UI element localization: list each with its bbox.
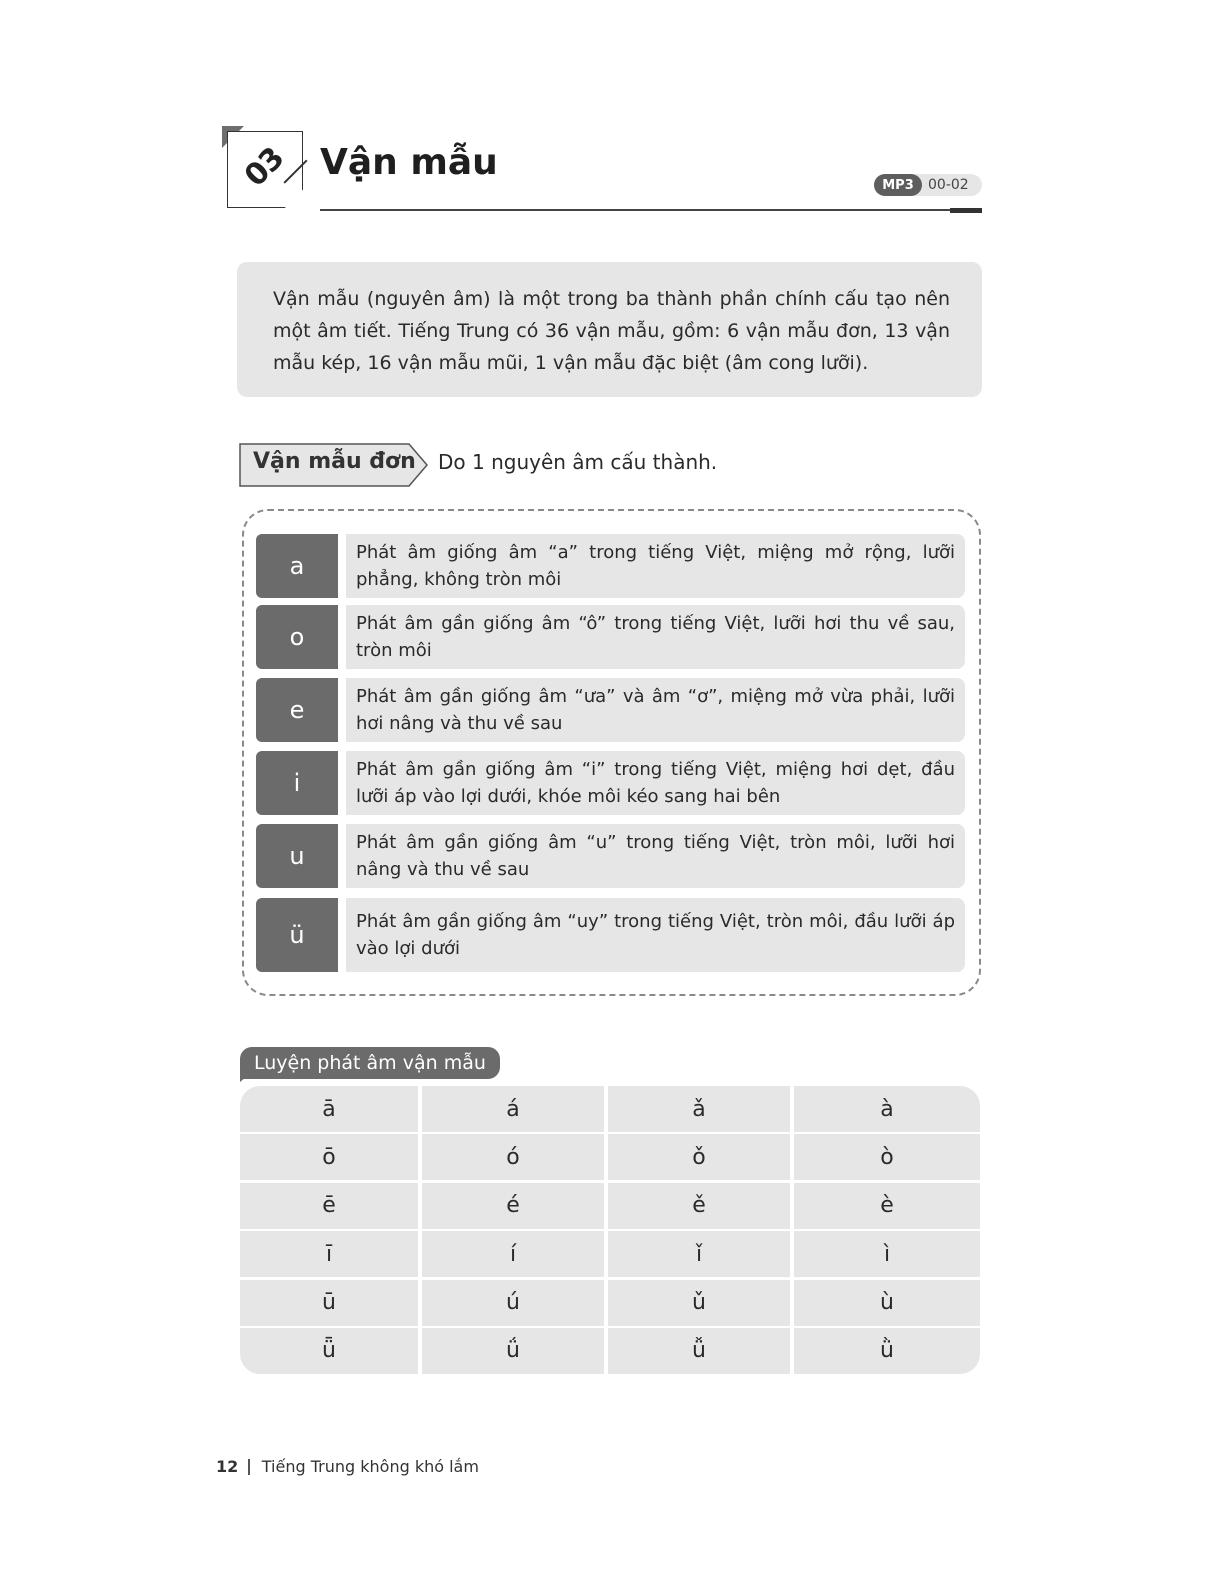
book-title: Tiếng Trung không khó lắm [261,1457,479,1476]
tone-cell: é [422,1183,604,1229]
page-title: Vận mẫu [320,142,498,183]
vowel-description-text: Phát âm gần giống âm “i” trong tiếng Việt, miệng hơi dẹt, đầu lưỡi áp vào lợi dưới, khóe môi kéo sang hai bên [356,759,955,807]
tone-cell: ò [794,1134,980,1180]
page-footer [216,1457,479,1476]
vowel-description-text: Phát âm giống âm “a” trong tiếng Việt, miệng mở rộng, lưỡi phẳng, không tròn môi [356,542,955,590]
vowel-row [256,534,965,598]
vowel-description [346,534,965,598]
vowel-row [256,898,965,972]
vowel-description-text: Phát âm gần giống âm “ô” trong tiếng Việt, lưỡi hơi thu về sau, tròn môi [356,613,955,661]
vowel-letter: u [256,824,338,888]
vowel-description-text: Phát âm gần giống âm “u” trong tiếng Việt, tròn môi, lưỡi hơi nâng và thu về sau [356,832,955,880]
vowel-row [256,605,965,669]
section-tag-label: Vận mẫu đơn [253,449,416,474]
vowel-letter: o [256,605,338,669]
mp3-label: MP3 [874,174,922,196]
audio-track-badge[interactable] [874,174,982,196]
title-underline-accent [950,208,982,213]
tone-cell: ě [608,1183,790,1229]
page-number: 12 [216,1457,239,1476]
tone-cell: ú [422,1280,604,1326]
vowel-description [346,678,965,742]
footer-separator [248,1459,250,1475]
intro-box [237,262,982,397]
tone-cell: ǒ [608,1134,790,1180]
vowel-description-text: Phát âm gần giống âm “ưa” và âm “ơ”, miệng mở vừa phải, lưỡi hơi nâng và thu về sau [356,686,955,734]
section-tag-description: Do 1 nguyên âm cấu thành. [438,450,718,474]
tone-cell: ǚ [608,1328,790,1374]
title-underline [320,209,982,211]
tone-cell: ǐ [608,1231,790,1277]
vowel-letter: ü [256,898,338,972]
tone-cell: à [794,1086,980,1132]
tone-cell: ī [240,1231,418,1277]
intro-text: Vận mẫu (nguyên âm) là một trong ba thành phần chính cấu tạo nên một âm tiết. Tiếng Trung có 36 vận mẫu, gồm: 6 vận mẫu đơn, 13 vận mẫu kép, 16 vận mẫu mũi, 1 vận mẫu đặc biệt (âm cong lưỡi). [273,288,950,374]
vowel-description-text: Phát âm gần giống âm “uy” trong tiếng Việt, tròn môi, đầu lưỡi áp vào lợi dưới [356,911,955,959]
tone-cell: ì [794,1231,980,1277]
practice-title: Luyện phát âm vận mẫu [240,1047,500,1079]
tone-cell: ū [240,1280,418,1326]
tone-cell: ó [422,1134,604,1180]
vowel-description [346,751,965,815]
vowel-row [256,678,965,742]
tone-cell: ǎ [608,1086,790,1132]
vowel-letter: i [256,751,338,815]
tone-cell: ō [240,1134,418,1180]
vowel-letter: a [256,534,338,598]
tone-practice-table [240,1086,980,1374]
section-number: 03 [237,140,291,194]
vowel-letter: e [256,678,338,742]
tone-cell: ǖ [240,1328,418,1374]
tone-cell: ǘ [422,1328,604,1374]
vowel-row [256,751,965,815]
tone-cell: ā [240,1086,418,1132]
tone-cell: í [422,1231,604,1277]
audio-track-code: 00-02 [928,177,969,193]
vowel-description [346,605,965,669]
vowel-row [256,824,965,888]
vowel-description [346,824,965,888]
vowel-description [346,898,965,972]
tone-cell: ǔ [608,1280,790,1326]
tone-cell: ǜ [794,1328,980,1374]
tone-cell: á [422,1086,604,1132]
tone-cell: ē [240,1183,418,1229]
tone-cell: ù [794,1280,980,1326]
tone-cell: è [794,1183,980,1229]
